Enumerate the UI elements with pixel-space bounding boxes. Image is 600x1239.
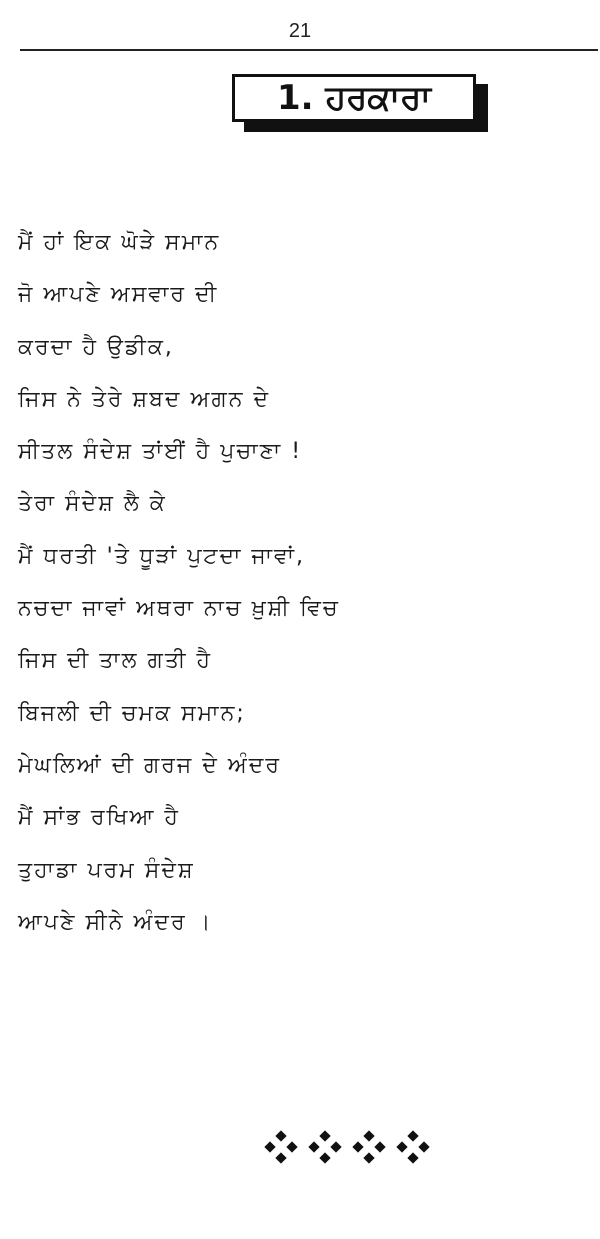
poem-line: ਤੁਹਾਡਾ ਪਰਮ ਸੰਦੇਸ਼ bbox=[18, 857, 195, 883]
poem-line: ਸੀਤਲ ਸੰਦੇਸ਼ ਤਾਂਈਂ ਹੈ ਪੁਚਾਣਾ ! bbox=[18, 439, 303, 465]
poem-line: ਕਰਦਾ ਹੈ ਉਡੀਕ, bbox=[18, 334, 174, 360]
poem-line: ਮੇਘਲਿਆਂ ਦੀ ਗਰਜ ਦੇ ਅੰਦਰ bbox=[18, 752, 281, 778]
chapter-title: 1. ਹਰਕਾਰਾ bbox=[232, 74, 476, 122]
ornament-row bbox=[266, 1132, 428, 1162]
poem-line: ਜਿਸ ਨੇ ਤੇਰੇ ਸ਼ਬਦ ਅਗਨ ਦੇ bbox=[18, 386, 271, 412]
poem-line: ਮੈਂ ਧਰਤੀ 'ਤੇ ਧੂੜਾਂ ਪੁਟਦਾ ਜਾਵਾਂ, bbox=[18, 543, 306, 569]
four-diamond-fleuron-icon bbox=[354, 1132, 384, 1162]
four-diamond-fleuron-icon bbox=[266, 1132, 296, 1162]
chapter-title-box bbox=[232, 74, 476, 122]
poem-line: ਬਿਜਲੀ ਦੀ ਚਮਕ ਸਮਾਨ; bbox=[18, 700, 246, 726]
page-number: 21 bbox=[288, 20, 312, 42]
header-rule bbox=[20, 49, 598, 51]
four-diamond-fleuron-icon bbox=[398, 1132, 428, 1162]
poem bbox=[18, 228, 578, 960]
poem-line: ਤੇਰਾ ਸੰਦੇਸ਼ ਲੈ ਕੇ bbox=[18, 491, 167, 517]
four-diamond-fleuron-icon bbox=[310, 1132, 340, 1162]
poem-line: ਮੈਂ ਸਾਂਭ ਰਖਿਆ ਹੈ bbox=[18, 805, 180, 831]
poem-line: ਮੈਂ ਹਾਂ ਇਕ ਘੋੜੇ ਸਮਾਨ bbox=[18, 230, 221, 255]
poem-line: ਨਚਦਾ ਜਾਵਾਂ ਅਥਰਾ ਨਾਚ ਖ਼ੁਸ਼ੀ ਵਿਚ bbox=[18, 596, 340, 622]
poem-line: ਜਿਸ ਦੀ ਤਾਲ ਗਤੀ ਹੈ bbox=[18, 648, 213, 674]
poem-line: ਜੋ ਆਪਣੇ ਅਸਵਾਰ ਦੀ bbox=[18, 282, 219, 308]
poem-line: ਆਪਣੇ ਸੀਨੇ ਅੰਦਰ । bbox=[18, 909, 213, 935]
